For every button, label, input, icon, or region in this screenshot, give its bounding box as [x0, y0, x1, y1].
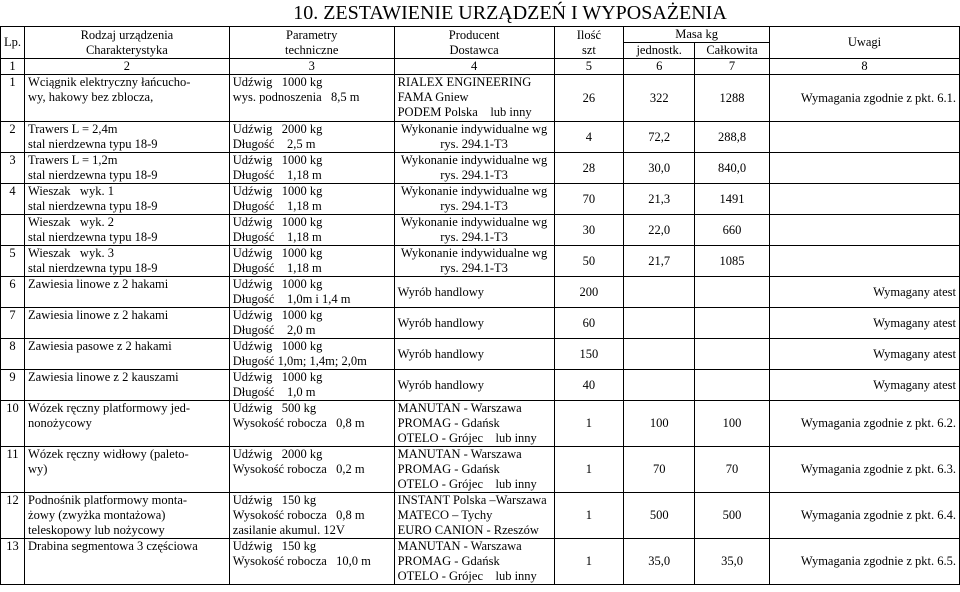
col-number: 1 — [1, 59, 25, 75]
cell-name-line — [28, 354, 226, 369]
cell-params-line — [233, 569, 391, 584]
cell-params — [229, 447, 394, 493]
cell-name-line: Wózek ręczny widłowy (paleto- — [28, 447, 189, 461]
cell-lp: 12 — [1, 493, 25, 539]
cell-mass-unit: 322 — [624, 75, 695, 122]
cell-notes: Wymagania zgodnie z pkt. 6.5. — [769, 539, 959, 585]
cell-producer — [394, 370, 554, 401]
cell-producer — [394, 447, 554, 493]
cell-name — [25, 339, 230, 370]
cell-producer — [394, 184, 554, 215]
cell-params — [229, 184, 394, 215]
cell-qty: 4 — [554, 122, 624, 153]
cell-mass-unit: 22,0 — [624, 215, 695, 246]
cell-mass-unit: 500 — [624, 493, 695, 539]
cell-notes: Wymagany atest — [769, 370, 959, 401]
cell-params-line: Udźwig 500 kg — [232, 401, 317, 415]
cell-params-line: wys. podnoszenia 8,5 m — [232, 90, 360, 104]
table-row — [1, 401, 960, 447]
header-ilosc: Ilość szt — [554, 27, 624, 59]
table-row — [1, 277, 960, 308]
cell-params-line: Udźwig 150 kg — [232, 493, 317, 507]
cell-name — [25, 539, 230, 585]
cell-name-line: Zawiesia linowe z 2 kauszami — [28, 370, 179, 384]
cell-params-line: Długość 1,0m i 1,4 m — [232, 292, 351, 306]
cell-mass-total — [695, 370, 770, 401]
cell-name — [25, 308, 230, 339]
cell-qty: 50 — [554, 246, 624, 277]
cell-params — [229, 215, 394, 246]
cell-producer-line: Wyrób handlowy — [397, 346, 484, 361]
cell-name-line: stal nierdzewna typu 18-9 — [28, 137, 158, 151]
cell-qty: 28 — [554, 153, 624, 184]
header-masa-calkowita: Całkowita — [695, 43, 770, 59]
cell-params-line: Wysokość robocza 0,2 m — [232, 462, 365, 476]
cell-name — [25, 447, 230, 493]
cell-producer-line: OTELO - Grójec lub inny — [397, 569, 537, 583]
cell-name-line — [28, 385, 226, 400]
cell-params-line: Udźwig 1000 kg — [232, 370, 323, 384]
cell-notes — [769, 122, 959, 153]
cell-qty: 1 — [554, 401, 624, 447]
cell-params-line: Udźwig 2000 kg — [232, 447, 323, 461]
cell-params-line — [233, 477, 391, 492]
cell-params — [229, 308, 394, 339]
cell-qty: 1 — [554, 493, 624, 539]
cell-producer — [394, 75, 554, 122]
table-row — [1, 75, 960, 122]
cell-producer-line: INSTANT Polska –Warszawa — [397, 493, 547, 507]
cell-producer-line: OTELO - Grójec lub inny — [397, 477, 537, 491]
cell-params-line: Udźwig 1000 kg — [232, 277, 323, 291]
cell-params-line: Długość 1,0m; 1,4m; 2,0m — [232, 354, 367, 368]
cell-producer — [394, 246, 554, 277]
cell-producer-line: rys. 294.1-T3 — [440, 199, 508, 213]
cell-qty: 1 — [554, 539, 624, 585]
cell-producer-line: MANUTAN - Warszawa — [397, 447, 522, 461]
cell-lp: 11 — [1, 447, 25, 493]
table-row — [1, 153, 960, 184]
cell-producer-line: MANUTAN - Warszawa — [397, 401, 522, 415]
equipment-table — [0, 26, 960, 585]
cell-lp: 2 — [1, 122, 25, 153]
cell-name-line — [28, 292, 226, 307]
cell-lp: 10 — [1, 401, 25, 447]
cell-notes — [769, 153, 959, 184]
cell-params-line: Długość 1,18 m — [232, 168, 322, 182]
col-number: 6 — [624, 59, 695, 75]
cell-mass-unit — [624, 277, 695, 308]
cell-params-line: Udźwig 1000 kg — [232, 308, 323, 322]
cell-producer-line: Wykonanie indywidualne wg — [400, 184, 548, 198]
cell-params-line: Wysokość robocza 10,0 m — [232, 554, 371, 568]
table-row — [1, 122, 960, 153]
cell-mass-total: 35,0 — [695, 539, 770, 585]
cell-qty: 40 — [554, 370, 624, 401]
table-row — [1, 493, 960, 539]
cell-producer-line: rys. 294.1-T3 — [440, 230, 508, 244]
cell-mass-unit — [624, 308, 695, 339]
cell-producer — [394, 215, 554, 246]
cell-producer — [394, 493, 554, 539]
cell-mass-total: 70 — [695, 447, 770, 493]
cell-name-line: Trawers L = 1,2m — [28, 153, 118, 167]
cell-lp: 13 — [1, 539, 25, 585]
cell-lp: 6 — [1, 277, 25, 308]
cell-producer-line: rys. 294.1-T3 — [440, 261, 508, 275]
cell-name — [25, 277, 230, 308]
cell-notes — [769, 215, 959, 246]
cell-mass-unit: 21,7 — [624, 246, 695, 277]
header-lp: Lp. — [1, 27, 25, 59]
cell-notes: Wymagania zgodnie z pkt. 6.1. — [769, 75, 959, 122]
cell-producer-line: PROMAG - Gdańsk — [397, 416, 500, 430]
cell-name — [25, 153, 230, 184]
cell-notes: Wymagania zgodnie z pkt. 6.4. — [769, 493, 959, 539]
cell-name-line: Trawers L = 2,4m — [28, 122, 118, 136]
cell-mass-total: 500 — [695, 493, 770, 539]
cell-mass-unit: 30,0 — [624, 153, 695, 184]
cell-producer-line: rys. 294.1-T3 — [440, 168, 508, 182]
col-number: 4 — [394, 59, 554, 75]
column-numbers-row — [1, 59, 960, 75]
cell-params — [229, 401, 394, 447]
cell-name-line: Wieszak wyk. 1 — [28, 184, 114, 198]
cell-mass-unit — [624, 339, 695, 370]
cell-params — [229, 277, 394, 308]
cell-producer — [394, 339, 554, 370]
cell-params — [229, 539, 394, 585]
cell-mass-total — [695, 339, 770, 370]
cell-params-line: Udźwig 1000 kg — [232, 75, 323, 89]
cell-mass-total: 1288 — [695, 75, 770, 122]
cell-notes — [769, 246, 959, 277]
cell-producer-line: MANUTAN - Warszawa — [397, 539, 522, 553]
cell-notes: Wymagany atest — [769, 339, 959, 370]
col-number: 7 — [695, 59, 770, 75]
cell-mass-total: 1085 — [695, 246, 770, 277]
document-title: 10. ZESTAWIENIE URZĄDZEŃ I WYPOSAŻENIA — [293, 2, 727, 24]
cell-name-line: wy) — [28, 462, 48, 476]
cell-params — [229, 153, 394, 184]
cell-producer-line: Wykonanie indywidualne wg — [400, 215, 548, 229]
cell-name — [25, 493, 230, 539]
cell-qty: 30 — [554, 215, 624, 246]
cell-params — [229, 122, 394, 153]
cell-name-line: teleskopowy lub nożycowy — [28, 523, 165, 537]
col-number: 8 — [769, 59, 959, 75]
cell-name-line: stal nierdzewna typu 18-9 — [28, 199, 158, 213]
table-row — [1, 308, 960, 339]
cell-name-line — [28, 569, 226, 584]
table-row — [1, 447, 960, 493]
cell-params — [229, 339, 394, 370]
cell-name-line: Wózek ręczny platformowy jed- — [28, 401, 191, 415]
cell-producer-line: Wykonanie indywidualne wg — [400, 122, 548, 136]
cell-producer-line: Wykonanie indywidualne wg — [400, 246, 548, 260]
cell-mass-total: 100 — [695, 401, 770, 447]
cell-producer-line: Wykonanie indywidualne wg — [400, 153, 548, 167]
cell-lp: 3 — [1, 153, 25, 184]
cell-name — [25, 401, 230, 447]
cell-params-line: Udźwig 1000 kg — [232, 246, 323, 260]
cell-name-line — [28, 431, 226, 446]
cell-producer-line: PODEM Polska lub inny — [397, 105, 532, 119]
cell-qty: 26 — [554, 75, 624, 122]
cell-name-line: Drabina segmentowa 3 częściowa — [28, 539, 198, 553]
header-masa: Masa kg — [624, 27, 770, 43]
cell-name — [25, 75, 230, 122]
cell-params-line: Udźwig 150 kg — [232, 539, 317, 553]
cell-name-line: Zawiesia linowe z 2 hakami — [28, 277, 169, 291]
cell-lp: 8 — [1, 339, 25, 370]
cell-params-line — [233, 431, 391, 446]
cell-params-line: Długość 2,0 m — [232, 323, 316, 337]
cell-mass-unit: 21,3 — [624, 184, 695, 215]
cell-qty: 150 — [554, 339, 624, 370]
col-number: 3 — [229, 59, 394, 75]
table-row — [1, 184, 960, 215]
cell-params-line: zasilanie akumul. 12V — [232, 523, 345, 537]
table-row — [1, 539, 960, 585]
header-masa-jednostk: jednostk. — [624, 43, 695, 59]
cell-name-line — [28, 554, 226, 569]
cell-mass-unit — [624, 370, 695, 401]
cell-producer-line: RIALEX ENGINEERING — [397, 75, 532, 89]
cell-producer — [394, 539, 554, 585]
cell-notes: Wymagania zgodnie z pkt. 6.3. — [769, 447, 959, 493]
cell-mass-total — [695, 308, 770, 339]
cell-producer-line: MATECO – Tychy — [397, 508, 493, 522]
cell-params-line: Udźwig 1000 kg — [232, 153, 323, 167]
cell-mass-unit: 70 — [624, 447, 695, 493]
cell-producer-line: PROMAG - Gdańsk — [397, 462, 500, 476]
cell-mass-unit: 72,2 — [624, 122, 695, 153]
cell-producer-line: Wyrób handlowy — [397, 315, 484, 330]
header-uwagi: Uwagi — [769, 27, 959, 59]
cell-producer — [394, 277, 554, 308]
cell-producer-line: PROMAG - Gdańsk — [397, 554, 500, 568]
header-rodzaj: Rodzaj urządzenia Charakterystyka — [25, 27, 230, 59]
cell-producer — [394, 153, 554, 184]
cell-params-line: Długość 2,5 m — [232, 137, 316, 151]
cell-params-line: Udźwig 1000 kg — [232, 184, 323, 198]
cell-qty: 1 — [554, 447, 624, 493]
header-parametry: Parametry techniczne — [229, 27, 394, 59]
cell-producer-line: EURO CANION - Rzeszów — [397, 523, 539, 537]
cell-name-line: wy, hakowy bez zblocza, — [28, 90, 154, 104]
cell-producer — [394, 122, 554, 153]
cell-params — [229, 75, 394, 122]
cell-name-line: stal nierdzewna typu 18-9 — [28, 261, 158, 275]
cell-notes: Wymagany atest — [769, 308, 959, 339]
cell-params-line: Udźwig 2000 kg — [232, 122, 323, 136]
cell-mass-total: 660 — [695, 215, 770, 246]
col-number: 2 — [25, 59, 230, 75]
cell-params-line: Wysokość robocza 0,8 m — [232, 416, 365, 430]
cell-mass-total — [695, 277, 770, 308]
cell-producer-line: Wyrób handlowy — [397, 377, 484, 392]
cell-lp: 1 — [1, 75, 25, 122]
cell-params-line: Długość 1,18 m — [232, 230, 322, 244]
cell-name-line: Podnośnik platformowy monta- — [28, 493, 188, 507]
col-number: 5 — [554, 59, 624, 75]
cell-name — [25, 184, 230, 215]
cell-params-line: Udźwig 1000 kg — [232, 339, 323, 353]
cell-name-line: nonożycowy — [28, 416, 92, 430]
cell-producer-line: OTELO - Grójec lub inny — [397, 431, 537, 445]
table-row — [1, 215, 960, 246]
cell-name-line: Zawiesia pasowe z 2 hakami — [28, 339, 172, 353]
cell-notes: Wymagania zgodnie z pkt. 6.2. — [769, 401, 959, 447]
cell-params-line: Udźwig 1000 kg — [232, 215, 323, 229]
cell-mass-unit: 35,0 — [624, 539, 695, 585]
cell-name — [25, 122, 230, 153]
cell-params-line: Długość 1,18 m — [232, 261, 322, 275]
cell-params-line: Długość 1,18 m — [232, 199, 322, 213]
cell-producer — [394, 401, 554, 447]
cell-params — [229, 493, 394, 539]
cell-params-line: Długość 1,0 m — [232, 385, 316, 399]
table-row — [1, 339, 960, 370]
cell-name-line: Wciągnik elektryczny łańcucho- — [28, 75, 191, 89]
cell-notes: Wymagany atest — [769, 277, 959, 308]
cell-qty: 70 — [554, 184, 624, 215]
cell-name-line: Wieszak wyk. 3 — [28, 246, 114, 260]
table-row — [1, 246, 960, 277]
cell-lp: 7 — [1, 308, 25, 339]
cell-mass-unit: 100 — [624, 401, 695, 447]
cell-producer-line: rys. 294.1-T3 — [440, 137, 508, 151]
cell-producer — [394, 308, 554, 339]
cell-notes — [769, 184, 959, 215]
cell-name-line: żowy (zwyżka montażowa) — [28, 508, 166, 522]
cell-params-line: Wysokość robocza 0,8 m — [232, 508, 365, 522]
cell-lp: 5 — [1, 246, 25, 277]
cell-name-line: stal nierdzewna typu 18-9 — [28, 230, 158, 244]
cell-name-line: Wieszak wyk. 2 — [28, 215, 114, 229]
cell-producer-line: Wyrób handlowy — [397, 284, 484, 299]
cell-name — [25, 370, 230, 401]
cell-mass-total: 840,0 — [695, 153, 770, 184]
cell-lp: 9 — [1, 370, 25, 401]
cell-lp: 4 — [1, 184, 25, 215]
cell-params — [229, 246, 394, 277]
cell-name — [25, 215, 230, 246]
cell-mass-total: 1491 — [695, 184, 770, 215]
cell-lp — [1, 215, 25, 246]
header-producent: Producent Dostawca — [394, 27, 554, 59]
table-row — [1, 370, 960, 401]
cell-qty: 60 — [554, 308, 624, 339]
cell-qty: 200 — [554, 277, 624, 308]
cell-name-line — [28, 477, 226, 492]
cell-name-line — [28, 323, 226, 338]
cell-name-line: stal nierdzewna typu 18-9 — [28, 168, 158, 182]
cell-producer-line: FAMA Gniew — [397, 90, 469, 104]
cell-mass-total: 288,8 — [695, 122, 770, 153]
cell-params — [229, 370, 394, 401]
cell-name — [25, 246, 230, 277]
cell-name-line: Zawiesia linowe z 2 hakami — [28, 308, 169, 322]
